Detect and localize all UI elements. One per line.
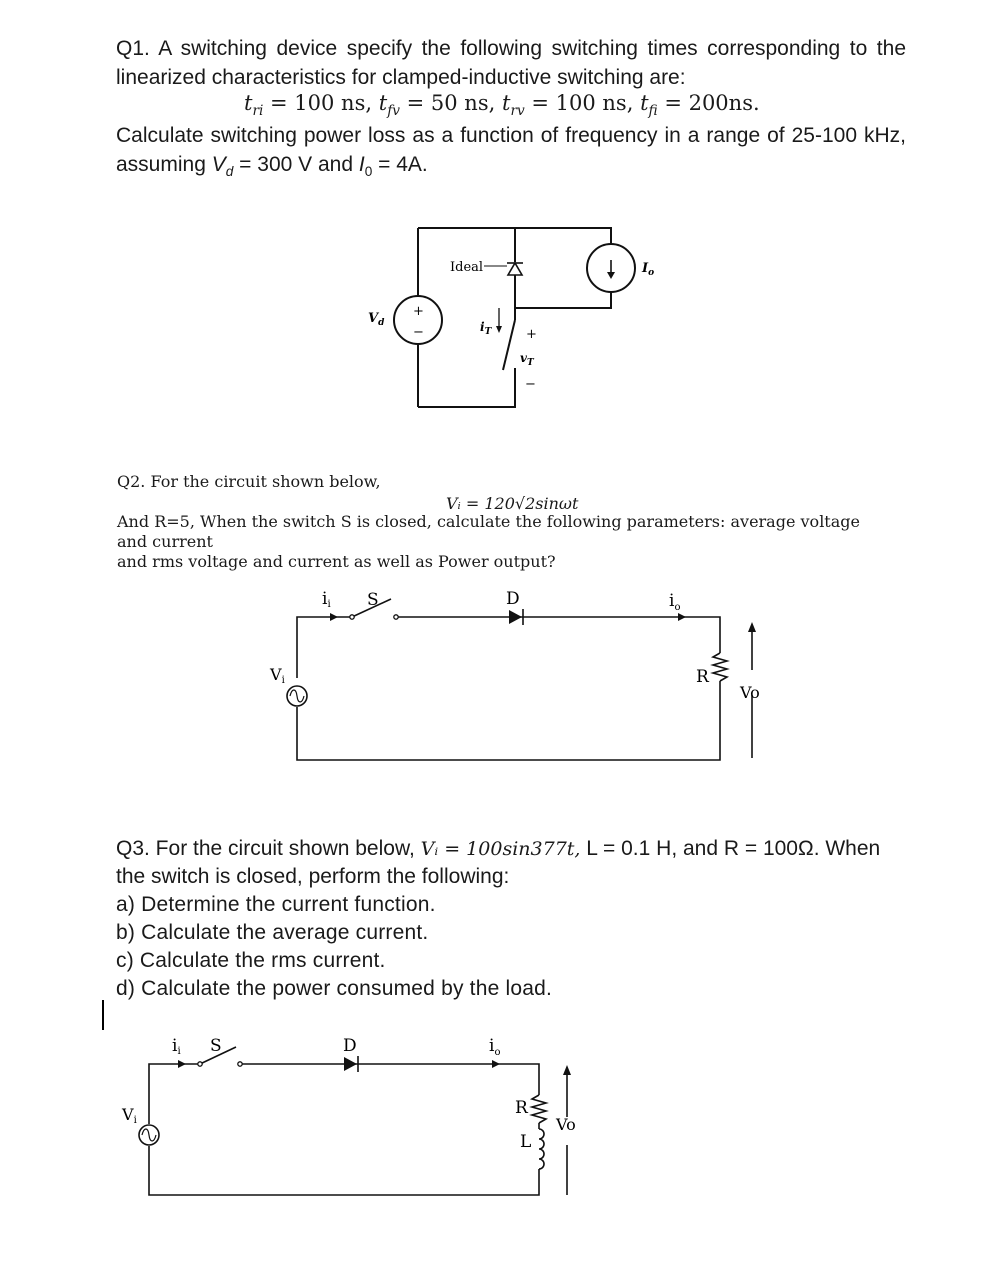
c3-wire-top — [240, 1064, 539, 1095]
c1-minus-sign: − — [413, 325, 424, 340]
c1-wire-source-return — [515, 292, 611, 308]
up-arrow-icon — [748, 622, 756, 632]
q1-line-1: Q1. A switching device specify the following switching times corresponding to the — [116, 37, 906, 60]
q3-item-a: a) Determine the current function. — [116, 893, 436, 916]
q3-line-1: Q3. For the circuit shown below, Vᵢ = 100sin377t, L = 0.1 H, and R = 100Ω. When — [116, 837, 881, 860]
c3-vo-label: Vo — [556, 1115, 576, 1134]
q2-line-3: and rms voltage and current as well as Power output? — [117, 552, 556, 571]
c2-diode-symbol — [509, 610, 522, 624]
q1-line-4: assuming $V_d = 300$ V and $I_0 = 4A$. — [116, 153, 428, 180]
q1-line-3: Calculate switching power loss as a function of frequency in a range of 25-100 kHz, — [116, 124, 906, 147]
c1-switch-blade — [503, 320, 515, 370]
c2-diode-label: D — [506, 589, 520, 609]
c1-ideal-label: Ideal — [450, 260, 484, 275]
c1-plus-sign: + — [413, 304, 424, 319]
c2-r-label: R — [696, 667, 709, 687]
c1-vt-plus: + — [526, 327, 537, 342]
c2-wire-top — [396, 617, 720, 653]
q3-line-2: the switch is closed, perform the following: — [116, 865, 510, 888]
c1-wire-bottom — [418, 383, 515, 407]
q2-line-2: And R=5, When the switch S is closed, calculate the following parameters: average voltage and current — [117, 512, 860, 551]
c3-io-label: $i_o$ — [489, 1036, 501, 1058]
c2-vi-label: Vi — [270, 665, 285, 686]
circuit-1-clamped-inductive — [0, 0, 1001, 470]
c1-it-label: $i_T$ — [480, 320, 492, 337]
q2-line-1: Q2. For the circuit shown below, — [117, 472, 381, 491]
c3-wire-left — [149, 1064, 198, 1124]
c3-r-label: R — [515, 1098, 528, 1118]
c1-vt-minus: − — [525, 377, 536, 392]
c2-resistor — [713, 653, 727, 681]
c3-l-label: L — [520, 1132, 532, 1152]
circuit-2-resistive-load — [0, 580, 1001, 780]
c3-diode-label: D — [343, 1036, 357, 1056]
q3-item-b: b) Calculate the average current. — [116, 921, 429, 944]
c2-wire-right-bottom — [297, 681, 720, 760]
c2-switch-label: S — [367, 590, 379, 610]
right-arrow-icon — [492, 1060, 500, 1068]
c1-vd-label: $V_d$ — [368, 311, 385, 328]
c2-io-label: $i_o$ — [669, 591, 681, 613]
sine-wave-icon — [290, 690, 304, 702]
down-arrow-icon — [496, 326, 502, 333]
c1-io-label: $I_o$ — [642, 261, 655, 278]
c3-inductor — [539, 1129, 544, 1169]
c1-diode-symbol — [508, 263, 522, 275]
question-3 — [116, 835, 886, 1003]
circuit-3-rl-load — [0, 1025, 1001, 1225]
right-arrow-icon — [178, 1060, 186, 1068]
c2-vo-label: Vo — [740, 683, 760, 702]
question-2 — [117, 472, 887, 572]
q1-line-2: linearized characteristics for clamped-inductive switching are: — [116, 66, 686, 89]
right-arrow-icon — [678, 613, 686, 621]
q3-item-c: c) Calculate the rms current. — [116, 949, 386, 972]
c3-wire-bottom — [149, 1146, 539, 1195]
c2-wire-left — [297, 617, 350, 678]
c3-diode-symbol — [344, 1057, 357, 1071]
up-arrow-icon — [563, 1065, 571, 1075]
sine-wave-icon — [142, 1129, 156, 1141]
right-arrow-icon — [330, 613, 338, 621]
q2-source-formula: Vᵢ = 120√2sinωt — [446, 494, 579, 513]
q1-switching-times-formula: $t_{ri} = 100$ ns, $t_{fv} = 50$ ns, $t_{rv} = 100$ ns, $t_{fi} = 200ns$. — [244, 91, 760, 120]
q3-item-d: d) Calculate the power consumed by the load. — [116, 977, 553, 1000]
c2-ii-label: ii — [322, 589, 331, 610]
c3-resistor — [532, 1095, 546, 1123]
c3-switch-label: S — [210, 1036, 222, 1056]
c3-ii-label: ii — [172, 1036, 181, 1057]
c3-vi-label: Vi — [122, 1105, 137, 1126]
down-arrow-icon — [607, 272, 615, 279]
c1-vt-label: $v_T$ — [520, 351, 534, 368]
